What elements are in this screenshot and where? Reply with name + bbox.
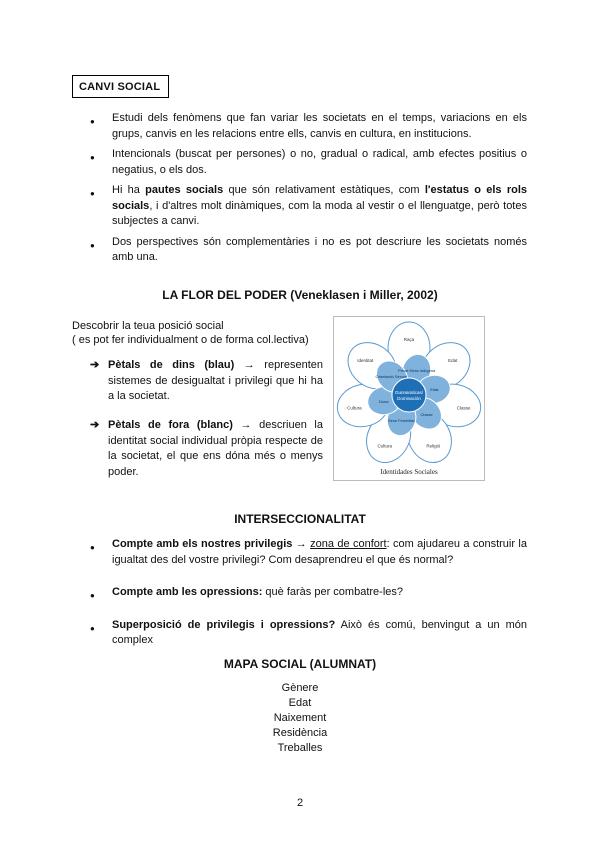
list-item bbox=[90, 618, 527, 649]
outer-petal-label: Religió bbox=[426, 443, 441, 449]
petals-inside-label: Pètals de dins (blau) bbox=[108, 359, 235, 371]
list-item-text: : com ajudareu a construir la igualtat des del vostre privilegi? Com desaprendreu el que és normal? bbox=[112, 538, 527, 566]
mapa-social-list bbox=[0, 681, 600, 756]
list-item-text: Això és comú, benvingut a un món complex bbox=[112, 618, 528, 646]
intro-line-2: ( es pot fer individualment o de forma col.lectiva) bbox=[72, 334, 309, 346]
list-item-text: que són relativament estàtiques, com bbox=[223, 184, 425, 196]
list-item-text: zona de confort bbox=[310, 538, 387, 550]
center-label: Gunnaraticas/ bbox=[394, 390, 424, 395]
inner-petal-label: Classe bbox=[420, 412, 433, 418]
bullet-icon: ● bbox=[90, 591, 95, 600]
mapa-social-item: Treballes bbox=[277, 742, 323, 754]
section-title-canvi-social: CANVI SOCIAL bbox=[72, 75, 169, 98]
list-item-text: pautes socials bbox=[145, 184, 224, 196]
mapa-social-heading: MAPA SOCIAL (ALUMNAT) bbox=[223, 657, 377, 671]
list-item-text: , i d'altres molt dinàmiques, com la moda al vestir o el llenguatge, però totes subjectes a canvi. bbox=[112, 199, 527, 227]
list-item-text: què faràs per combatre-les? bbox=[262, 586, 404, 598]
canvi-social-list bbox=[90, 111, 527, 266]
power-flower-diagram bbox=[334, 317, 484, 480]
petals-outside-text: → descriuen la identitat social individual pròpia respecte de la societat, el que ens dóna més o menys poder. bbox=[108, 419, 323, 478]
outer-petal-label: Cultura bbox=[377, 443, 392, 449]
list-item bbox=[90, 537, 527, 568]
list-item bbox=[90, 585, 527, 601]
list-item-text: → bbox=[292, 538, 311, 550]
inner-petal-label: Privat Etnia Indígena bbox=[398, 368, 436, 374]
mapa-social-item: Edat bbox=[288, 697, 312, 709]
figure-caption: Identidades Sociales bbox=[380, 468, 438, 476]
center-circle bbox=[392, 378, 426, 412]
list-item bbox=[90, 147, 527, 178]
petals-outside-label: Pètals de fora (blanc) bbox=[108, 419, 233, 431]
interseccionalitat-heading: INTERSECCIONALITAT bbox=[234, 512, 366, 526]
outer-petal-label: Raça bbox=[403, 337, 415, 342]
petals-inside-text: → representen sistemes de desigualtat i privilegi que hi ha a la societat. bbox=[108, 359, 323, 402]
outer-petal-label: Identitat bbox=[357, 358, 374, 364]
outer-petal-label: Cultura bbox=[347, 405, 362, 411]
inner-petal-label: Dona bbox=[378, 398, 389, 404]
inner-petal-label: Orientació Sexual bbox=[375, 373, 408, 379]
inner-petal-label: Sexe Feminitat bbox=[387, 417, 415, 423]
list-item-text: Compte amb els nostres privilegis bbox=[112, 538, 293, 550]
list-item-text: Intencionals (buscat per persones) o no, gradual o radical, amb efectes positius o negatius, o els dos. bbox=[112, 148, 527, 176]
mapa-social-item: Residència bbox=[272, 727, 328, 739]
bullet-icon: ● bbox=[90, 623, 95, 633]
arrow-icon: ➔ bbox=[90, 419, 100, 431]
bullet-icon: ● bbox=[90, 543, 95, 552]
outer-petal-label: Classe bbox=[456, 405, 471, 411]
bullet-icon: ● bbox=[90, 240, 95, 250]
mapa-social-item: Naixement bbox=[273, 712, 327, 724]
list-item-text: Compte amb les opressions: bbox=[112, 586, 263, 598]
petals-outside-item bbox=[90, 418, 323, 480]
list-item bbox=[90, 183, 527, 230]
arrow-icon: ➔ bbox=[90, 359, 100, 371]
bullet-icon: ● bbox=[90, 189, 95, 198]
list-item-text: Estudi dels fenòmens que fan variar les societats en el temps, variacions en els grups, canvis en les relacions entre ells, canvis en cultura, en institucions. bbox=[112, 112, 527, 140]
outer-petal-label: Edat bbox=[448, 358, 458, 364]
page-number: 2 bbox=[296, 797, 304, 809]
bullet-icon: ● bbox=[90, 117, 95, 126]
list-item-text: Hi ha bbox=[112, 184, 146, 196]
list-item bbox=[90, 235, 527, 266]
list-item-text: Superposició de privilegis i opressions? bbox=[112, 618, 336, 631]
intro-line-1: Descobrir la teua posició social bbox=[72, 320, 224, 332]
inner-petal-label: Edat bbox=[430, 387, 439, 393]
petals-inside-item bbox=[90, 358, 323, 405]
flor-del-poder-heading: LA FLOR DEL PODER (Veneklasen i Miller, 2002) bbox=[162, 288, 438, 302]
power-flower-figure bbox=[333, 316, 485, 481]
list-item-text: Dos perspectives són complementàries i no es pot descriure les societats només amb una. bbox=[112, 235, 527, 263]
bullet-icon: ● bbox=[90, 153, 95, 162]
interseccionalitat-list bbox=[90, 537, 527, 649]
center-label: Dominación bbox=[397, 396, 421, 401]
list-item bbox=[90, 111, 527, 142]
list-item-text: l'estatus o els rols socials bbox=[112, 184, 527, 212]
mapa-social-item: Gènere bbox=[281, 682, 319, 694]
